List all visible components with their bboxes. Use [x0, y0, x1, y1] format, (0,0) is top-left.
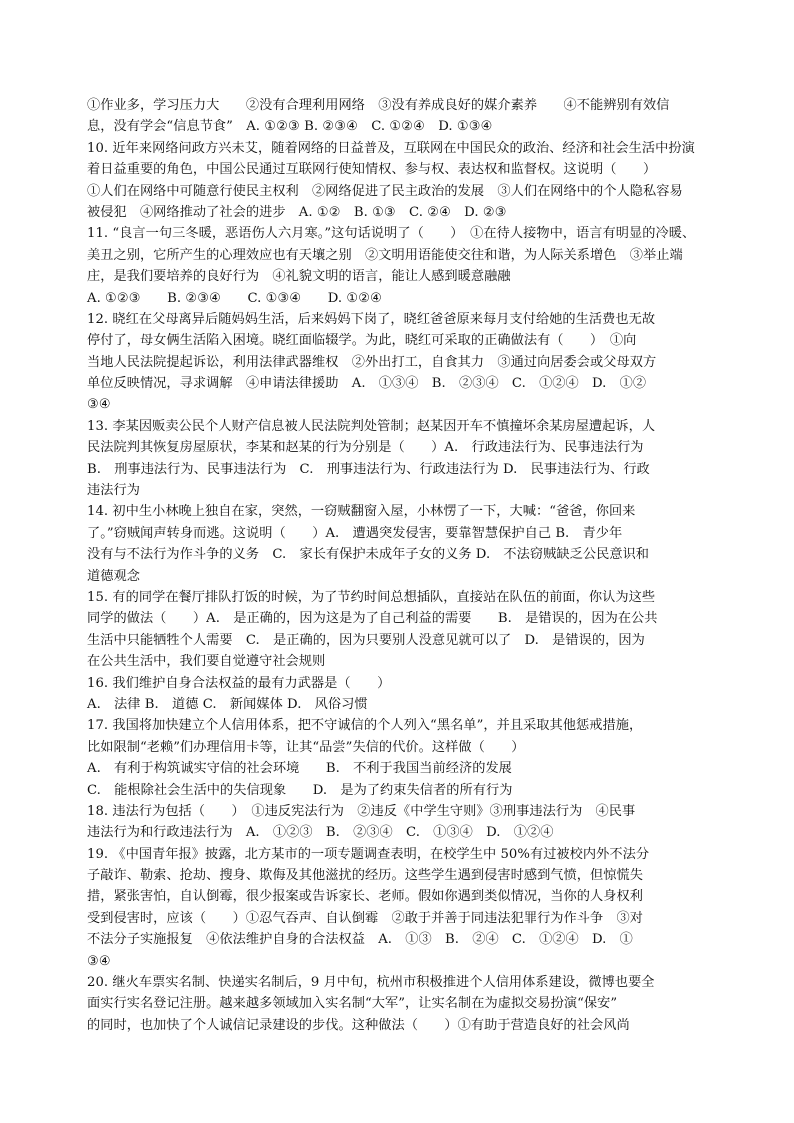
text-line: 违法行为和行政违法行为 A. ①②③ B. ②③④ C. ①③④ D. ①②④ — [87, 825, 554, 841]
text-line: 15. 有的同学在餐厅排队打饭的时候，为了节约时间总想插队，直接站在队伍的前面，你认为这些 — [87, 589, 656, 605]
text-line: 18. 违法行为包括（ ） ①违反宪法行为 ②违反《中学生守则》③刑事违法行为 ④民事 — [87, 803, 636, 819]
text-line: 的同时，也加快了个人诚信记录建设的步伐。这种做法（ ）①有助于营造良好的社会风尚 — [87, 1017, 630, 1033]
text-line: 不法分子实施报复 ④依法维护自身的合法权益 A. ①③ B. ②④ C. ①②④ D. ① — [87, 932, 633, 948]
text-line: B. 刑事违法行为、民事违法行为 C. 刑事违法行为、行政违法行为 D. 民事违法行为、行政 — [87, 461, 650, 477]
text-line: 生活中只能牺牲个人需要 C. 是正确的，因为只要别人没意见就可以了 D. 是错误的，因为 — [87, 632, 645, 648]
text-line: ③④ — [87, 397, 111, 413]
text-line: 20. 继火车票实名制、快递实名制后，9 月中旬，杭州市积极推进个人信用体系建设，微博也要全 — [87, 975, 655, 991]
text-line: 14. 初中生小林晚上独自在家，突然，一窃贼翻窗入屋，小林愣了一下，大喊：“爸爸，你回来 — [87, 504, 636, 520]
text-line: ③④ — [87, 953, 111, 969]
text-line: 道德观念 — [87, 568, 140, 584]
text-line: 19. 《中国青年报》披露，北方某市的一项专题调查表明，在校学生中 50%有过被校内外不法分 — [87, 846, 650, 862]
text-line: 13. 李某因贩卖公民个人财产信息被人民法院判处管制；赵某因开车不慎撞坏余某房屋遭起诉，人 — [87, 418, 656, 434]
text-line: 比如限制“老赖”们办理信用卡等，让其“品尝”失信的代价。这样做（ ） — [87, 739, 525, 755]
text-line: 当地人民法院提起诉讼，利用法律武器维权 ②外出打工，自食其力 ③通过向居委会或父母双方 — [87, 354, 657, 370]
text-line: 违法行为 — [87, 483, 140, 499]
text-line: 子敲诈、勒索、抢劫、搜身、欺侮及其他滋扰的经历。这些学生遇到侵害时感到气愤，但惊慌失 — [87, 868, 643, 884]
text-line: 美丑之别，它所产生的心理效应也有天壤之别 ②文明用语能使交往和谐，为人际关系增色 ③举止端 — [87, 247, 683, 263]
text-line: 被侵犯 ④网络推动了社会的进步 A. ①② B. ①③ C. ②④ D. ②③ — [87, 204, 507, 220]
text-line: 10. 近年来网络问政方兴未艾，随着网络的日益普及，互联网在中国民众的政治、经济和社会生活中扮演 — [87, 140, 695, 156]
text-line: 面实行实名登记注册。越来越多领域加入实名制“大军”，让实名制在为虚拟交易扮演“保安” — [87, 996, 618, 1012]
text-line: 11. “良言一句三冬暖，恶语伤人六月寒。”这句话说明了（ ） ①在待人接物中，语言有明显的冷暖、 — [87, 226, 696, 242]
text-line: A. 法律 B. 道德 C. 新闻媒体 D. 风俗习惯 — [87, 696, 368, 712]
text-line: 了。”窃贼闻声转身而逃。这说明（ ）A. 遭遇突发侵害，要靠智慧保护自己 B. 青少年 — [87, 525, 623, 541]
text-line: 单位反映情况，寻求调解 ④申请法律援助 A. ①③④ B. ②③④ C. ①②④ D. ①② — [87, 376, 647, 392]
text-line: 措，紧张害怕，自认倒霉，很少报案或告诉家长、老师。假如你遇到类似情况，当你的人身权利 — [87, 889, 643, 905]
text-line: 同学的做法（ ）A. 是正确的，因为这是为了自己利益的需要 B. 是错误的，因为在公共 — [87, 611, 658, 627]
text-line: 在公共生活中，我们要自觉遵守社会规则 — [87, 654, 326, 670]
text-line: C. 能根除社会生活中的失信现象 D. 是为了约束失信者的所有行为 — [87, 782, 513, 798]
text-line: 民法院判其恢复房屋原状，李某和赵某的行为分别是（ ）A. 行政违法行为、民事违法行为 — [87, 440, 644, 456]
text-line: A. 有利于构筑诚实守信的社会环境 B. 不利于我国当前经济的发展 — [87, 761, 512, 777]
text-line: 受到侵害时，应该（ ）①忍气吞声、自认倒霉 ②敢于并善于同违法犯罪行为作斗争 ③对 — [87, 910, 643, 926]
text-line: 着日益重要的角色，中国公民通过互联网行使知情权、参与权、表达权和监督权。这说明（ ） — [87, 162, 657, 178]
text-line: 16. 我们维护自身合法权益的最有力武器是（ ） — [87, 675, 391, 691]
text-line: 庄，是我们要培养的良好行为 ④礼貌文明的语言，能让人感到暖意融融 — [87, 269, 511, 285]
text-line: 12. 晓红在父母离异后随妈妈生活，后来妈妈下岗了，晓红爸爸原来每月支付给她的生活费也无故 — [87, 311, 656, 327]
text-line: 没有与不法行为作斗争的义务 C. 家长有保护未成年子女的义务 D. 不法窃贼缺乏公民意识和 — [87, 547, 650, 563]
text-line: ①人们在网络中可随意行使民主权利 ②网络促进了民主政治的发展 ③人们在网络中的个人隐私容易 — [87, 183, 683, 199]
text-line: 停付了，母女俩生活陷入困境。晓红面临辍学。为此，晓红可采取的正确做法有（ ） ①向 — [87, 333, 637, 349]
text-line: ①作业多，学习压力大 ②没有合理利用网络 ③没有养成良好的媒介素养 ④不能辨别有效信 — [87, 98, 670, 113]
text-line: A. ①②③ B. ②③④ C. ①③④ D. ①②④ — [87, 290, 382, 306]
text-line: 17. 我国将加快建立个人信用体系，把不守诚信的个人列入“黑名单”，并且采取其他惩戒措施， — [87, 718, 643, 734]
text-line: 息，没有学会“信息节食” A. ①②③ B. ②③④ C. ①②④ D. ①③④ — [87, 119, 493, 135]
document-page — [87, 95, 717, 1036]
